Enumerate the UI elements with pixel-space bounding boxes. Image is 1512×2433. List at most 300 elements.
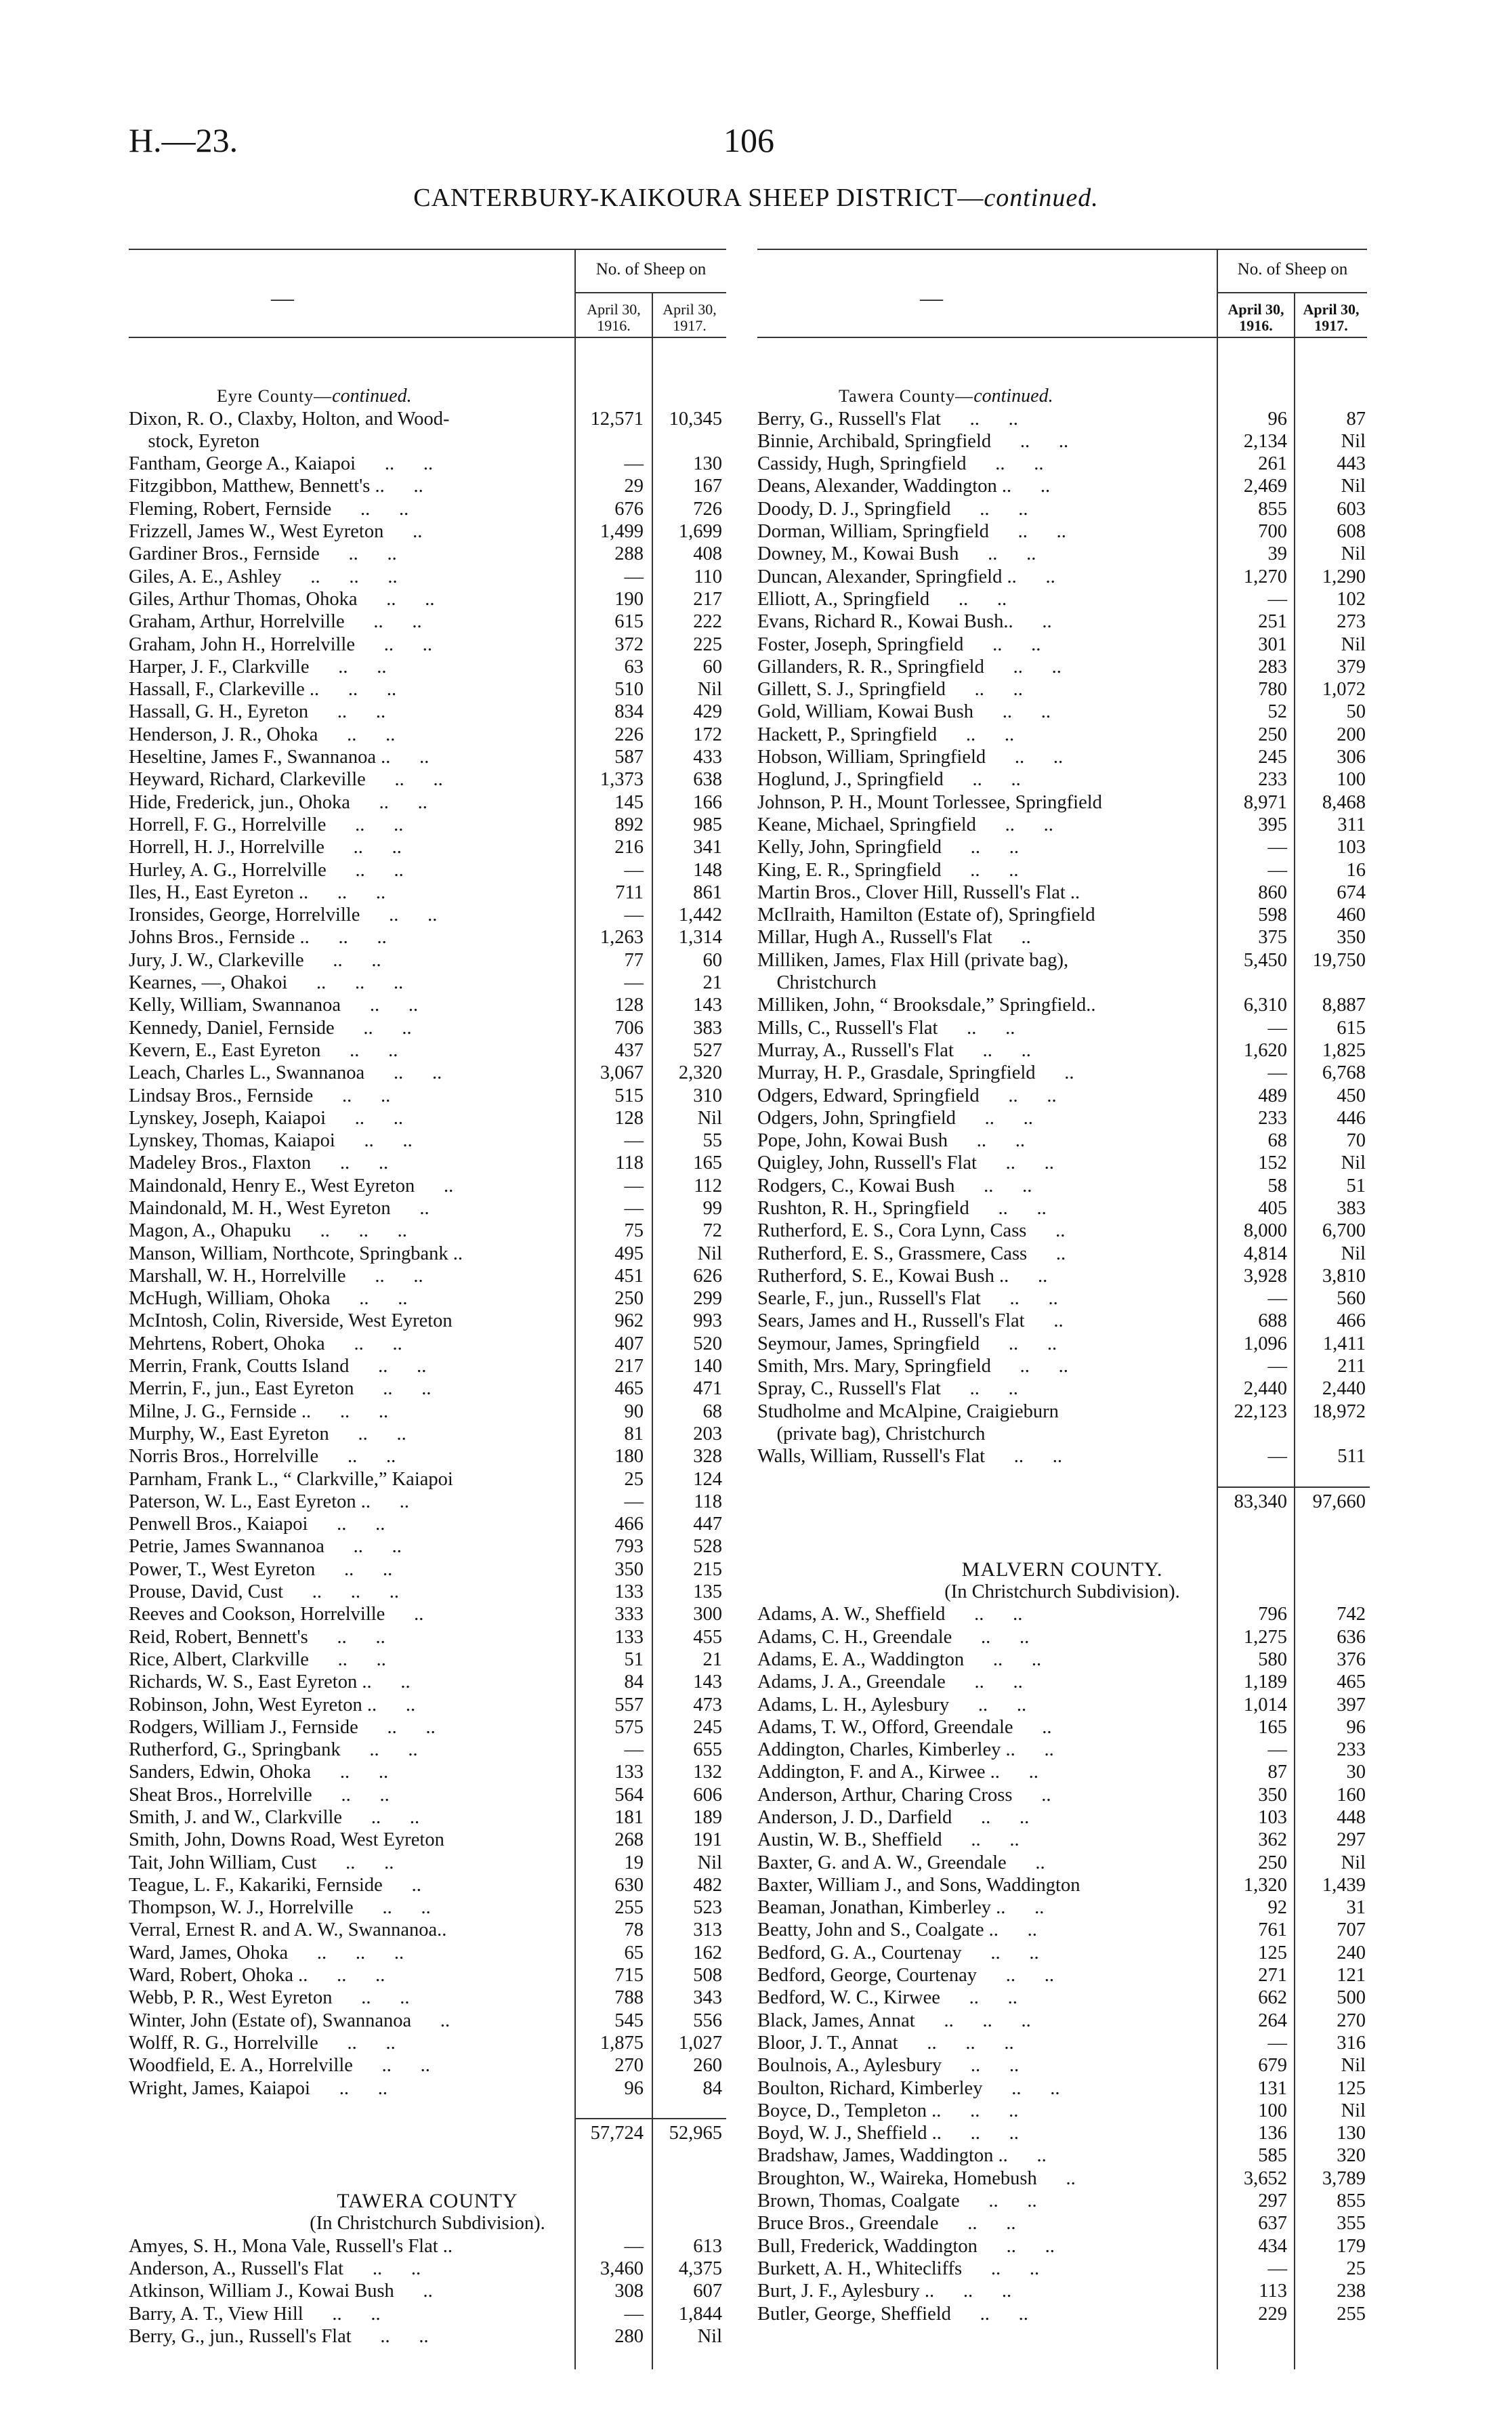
entry-name: Harper, J. F., Clarkville .. ..: [129, 656, 387, 678]
entry-name: Hide, Frederick, jun., Ohoka .. ..: [129, 791, 427, 813]
sheep-count-1917: 245: [693, 1716, 722, 1738]
sheep-count-1916: —: [1267, 859, 1287, 881]
sheep-count-1917: 613: [693, 2235, 722, 2257]
sheep-count-1916: —: [624, 1197, 644, 1219]
entry-name: Black, James, Annat .. .. ..: [757, 2010, 1031, 2031]
table-row: [129, 1445, 726, 1468]
table-row: [129, 633, 726, 656]
sheep-count-1916: 1,499: [600, 521, 644, 543]
entry-name: Tait, John William, Cust .. ..: [129, 1852, 394, 1873]
entry-name: Studholme and McAlpine, Craigieburn: [757, 1400, 1059, 1422]
sheep-count-1916: 65: [624, 1942, 644, 1963]
sheep-count-1917: 1,844: [678, 2303, 722, 2325]
table-row: [129, 1107, 726, 1129]
entry-name: Baxter, William J., and Sons, Waddington: [757, 1874, 1080, 1896]
continued-label: continued.: [973, 386, 1053, 407]
sheep-count-1916: 510: [614, 679, 644, 701]
table-row: [757, 994, 1367, 1016]
sheep-count-1917: 985: [693, 814, 722, 835]
entry-name: Deans, Alexander, Waddington .. ..: [757, 476, 1051, 497]
entry-name: Mills, C., Russell's Flat .. ..: [757, 1017, 1015, 1039]
sheep-count-1916: 4,814: [1243, 1243, 1287, 1264]
table-row: [757, 1761, 1367, 1783]
sheep-count-1917: 520: [693, 1333, 722, 1354]
sheep-count-1917: 511: [1337, 1446, 1366, 1468]
sheep-count-1917: 112: [694, 1175, 722, 1197]
entry-name: Giles, Arthur Thomas, Ohoka .. ..: [129, 588, 435, 610]
entry-name: Murray, A., Russell's Flat .. ..: [757, 1039, 1031, 1061]
table-row: [129, 1806, 726, 1829]
sheep-count-1917: Nil: [1341, 633, 1366, 655]
sheep-count-1917: 1,699: [678, 521, 722, 543]
entry-name: Horrell, H. J., Horrelville .. ..: [129, 837, 402, 858]
table-row: [757, 1739, 1367, 1761]
entry-name: Hackett, P., Springfield .. ..: [757, 724, 1015, 745]
sheep-count-1916: 637: [1258, 2213, 1287, 2234]
table-row: [757, 2077, 1367, 2100]
entry-name: Spray, C., Russell's Flat .. ..: [757, 1378, 1018, 1400]
sheep-count-1917: 523: [693, 1897, 722, 1919]
sheep-count-1916: 103: [1258, 1807, 1287, 1828]
table-row: [129, 678, 726, 701]
table-row: [757, 1400, 1367, 1423]
sheep-count-1917: 60: [702, 656, 722, 678]
entry-name: (In Christchurch Subdivision).: [944, 1581, 1180, 1603]
sheep-count-1916: 372: [614, 633, 644, 655]
table-row: [757, 2122, 1367, 2144]
sheep-count-1917: 143: [693, 1671, 722, 1693]
table-row: [757, 949, 1367, 972]
sheep-count-1917: 3,789: [1322, 2167, 1366, 2189]
section-subheading: [757, 1581, 1367, 1603]
table-row: [129, 1648, 726, 1671]
sheep-count-1916: 233: [1258, 769, 1287, 791]
sheep-count-1916: 3,928: [1243, 1265, 1287, 1287]
sheep-count-1916: 250: [614, 1288, 644, 1310]
sheep-count-1916: 706: [614, 1017, 644, 1039]
sheep-count-1916: 350: [1258, 1784, 1287, 1806]
entry-name: Broughton, W., Waireka, Homebush ..: [757, 2167, 1076, 2189]
table-row: [757, 498, 1367, 520]
entry-name: Odgers, John, Springfield .. ..: [757, 1107, 1033, 1129]
table-row: [757, 566, 1367, 588]
table-row: [757, 610, 1367, 633]
entry-name: Doody, D. J., Springfield .. ..: [757, 498, 1028, 520]
table-row: [129, 1085, 726, 1107]
sheep-count-1916: 280: [614, 2325, 644, 2347]
entry-name: Manson, William, Northcote, Springbank ..: [129, 1243, 463, 1264]
table-row: [757, 836, 1367, 858]
table-row: [129, 994, 726, 1016]
sheep-count-1917: 1,072: [1322, 679, 1366, 701]
sheep-count-1916: 29: [624, 476, 644, 497]
entry-name: Rice, Albert, Clarkville .. ..: [129, 1648, 386, 1670]
sheep-count-1917: 30: [1346, 1762, 1366, 1783]
sheep-count-1917: 225: [693, 633, 722, 655]
sheep-count-1916: 3,460: [600, 2258, 644, 2279]
sheep-count-1916: 465: [614, 1378, 644, 1400]
sheep-count-1917: 1,290: [1322, 566, 1366, 587]
entry-name: Richards, W. S., East Eyreton .. ..: [129, 1671, 411, 1693]
header-col-1916: April 30, 1916.: [1227, 301, 1284, 334]
sheep-count-1916: 118: [615, 1152, 644, 1174]
sheep-count-1916: 761: [1258, 1919, 1287, 1941]
sheep-count-1917: 200: [1337, 724, 1366, 745]
sheep-count-1916: 676: [614, 498, 644, 520]
table-row: [129, 2054, 726, 2077]
sheep-count-1916: 466: [614, 1514, 644, 1535]
sheep-count-1917: 8,887: [1322, 995, 1366, 1016]
table-row: [129, 1265, 726, 1287]
sheep-count-1917: 165: [693, 1152, 722, 1174]
table-row: [757, 656, 1367, 678]
entry-name: Foster, Joseph, Springfield .. ..: [757, 633, 1041, 655]
sheep-count-1917: 1,314: [678, 927, 722, 949]
entry-name: Adams, A. W., Sheffield .. ..: [757, 1604, 1023, 1625]
sheep-count-1916: 434: [1258, 2235, 1287, 2257]
table-row: [129, 453, 726, 475]
sheep-count-1917: 4,375: [678, 2258, 722, 2279]
sheep-count-1917: 1,439: [1322, 1874, 1366, 1896]
entry-name: Baxter, G. and A. W., Greendale ..: [757, 1852, 1045, 1873]
sheep-count-1916: 1,270: [1243, 566, 1287, 587]
sheep-count-1916: 22,123: [1234, 1400, 1287, 1422]
sheep-count-1917: 72: [702, 1220, 722, 1242]
table-row: [757, 972, 1367, 994]
entry-name: Rutherford, E. S., Cora Lynn, Cass ..: [757, 1220, 1066, 1242]
sheep-count-1917: 52,965: [669, 2123, 722, 2144]
entry-name: Winter, John (Estate of), Swannanoa ..: [129, 2010, 450, 2031]
entry-name: Dorman, William, Springfield .. ..: [757, 521, 1066, 543]
sheep-count-1916: 96: [1267, 408, 1287, 430]
entry-name: Hoglund, J., Springfield .. ..: [757, 769, 1021, 791]
sheep-count-1917: 140: [693, 1356, 722, 1377]
sheep-count-1916: 489: [1258, 1085, 1287, 1106]
table-row: [129, 2258, 726, 2280]
sheep-count-1917: Nil: [697, 679, 722, 701]
sheep-count-1916: 437: [614, 1039, 644, 1061]
section-heading: [129, 2190, 726, 2212]
table-row: [129, 1852, 726, 1874]
sheep-count-1917: 482: [693, 1874, 722, 1896]
sheep-count-1916: 271: [1258, 1965, 1287, 1987]
sheep-count-1917: 379: [1337, 656, 1366, 678]
sheep-count-1917: 70: [1346, 1130, 1366, 1152]
sheep-count-1916: 19: [624, 1852, 644, 1873]
sheep-count-1916: 892: [614, 814, 644, 835]
sheep-count-1916: 788: [614, 1987, 644, 2009]
table-row: [757, 746, 1367, 768]
sheep-count-1916: 288: [614, 543, 644, 565]
table-row: [129, 543, 726, 565]
entry-name: Merrin, Frank, Coutts Island .. ..: [129, 1356, 427, 1377]
entry-name: Cassidy, Hugh, Springfield .. ..: [757, 453, 1044, 475]
sheep-count-1917: 313: [693, 1919, 722, 1941]
sheep-count-1916: 515: [614, 1085, 644, 1106]
sheep-count-1916: 495: [614, 1243, 644, 1264]
header-col-1916: April 30, 1916.: [587, 301, 641, 334]
sheep-count-1916: —: [624, 904, 644, 926]
table-row: [129, 1197, 726, 1220]
sheep-count-1916: —: [624, 566, 644, 587]
table-row: [129, 949, 726, 972]
entry-name: Austin, W. B., Sheffield .. ..: [757, 1829, 1020, 1851]
title-main: CANTERBURY-KAIKOURA SHEEP DISTRICT—: [413, 184, 984, 212]
entry-name: Milliken, John, “ Brooksdale,” Springfield..: [757, 995, 1096, 1016]
entry-name: Bedford, W. C., Kirwee .. ..: [757, 1987, 1017, 2009]
entry-name: Power, T., West Eyreton .. ..: [129, 1558, 393, 1580]
table-row: [129, 1423, 726, 1445]
sheep-count-1916: 780: [1258, 679, 1287, 701]
entry-name: Adams, C. H., Greendale .. ..: [757, 1626, 1030, 1648]
sheep-count-1917: 311: [1337, 814, 1366, 835]
sheep-count-1917: 376: [1337, 1648, 1366, 1670]
table-row: [129, 1243, 726, 1265]
table-row: [757, 1310, 1367, 1332]
sheep-count-1916: 133: [614, 1762, 644, 1783]
table-row: [757, 791, 1367, 814]
sheep-count-1917: 189: [693, 1807, 722, 1828]
sheep-count-1916: 451: [614, 1265, 644, 1287]
spacer: [129, 2144, 726, 2167]
entry-name: McHugh, William, Ohoka .. ..: [129, 1288, 408, 1310]
table-row: [757, 1694, 1367, 1716]
sheep-count-1917: 121: [1337, 1965, 1366, 1987]
table-row: [757, 1626, 1367, 1648]
spacer: [757, 362, 1367, 385]
sheep-count-1916: 575: [614, 1716, 644, 1738]
sheep-count-1917: 300: [693, 1604, 722, 1625]
sheep-count-1916: 100: [1258, 2100, 1287, 2121]
entry-name: Adams, E. A., Waddington .. ..: [757, 1648, 1042, 1670]
sheep-count-1917: 450: [1337, 1085, 1366, 1106]
entry-name: MALVERN COUNTY.: [961, 1558, 1163, 1581]
sheep-count-1917: 21: [702, 972, 722, 994]
table-row: [757, 1333, 1367, 1355]
table-row: [757, 2212, 1367, 2234]
sheep-count-1917: 110: [694, 566, 722, 587]
entry-name: Boyce, D., Templeton .. .. ..: [757, 2100, 1019, 2121]
sheep-count-1916: 25: [624, 1468, 644, 1490]
spacer: [757, 1513, 1367, 1535]
sheep-count-1916: —: [624, 2303, 644, 2325]
sheep-count-1916: 1,875: [600, 2032, 644, 2054]
entry-name: Kelly, William, Swannanoa .. ..: [129, 995, 419, 1016]
entry-name: Fitzgibbon, Matthew, Bennett's .. ..: [129, 476, 423, 497]
table-row: [757, 1017, 1367, 1039]
sheep-count-1917: 2,320: [678, 1062, 722, 1084]
sheep-count-1917: 255: [1337, 2303, 1366, 2325]
entry-name: Maindonald, M. H., West Eyreton ..: [129, 1197, 429, 1219]
sheep-count-1916: 407: [614, 1333, 644, 1354]
sheep-count-1917: 556: [693, 2010, 722, 2031]
entry-name: Martin Bros., Clover Hill, Russell's Flat ..: [757, 881, 1080, 903]
sheep-count-1916: 711: [615, 881, 644, 903]
entry-name: Brown, Thomas, Coalgate .. ..: [757, 2190, 1037, 2212]
sheep-count-1916: 2,134: [1243, 430, 1287, 452]
entry-name: Pope, John, Kowai Bush .. ..: [757, 1130, 1026, 1152]
entry-name: Maindonald, Henry E., West Eyreton ..: [129, 1175, 454, 1197]
entry-name: Dixon, R. O., Claxby, Holton, and Wood-: [129, 408, 450, 430]
sheep-count-1916: 113: [1259, 2281, 1287, 2302]
sheep-count-1917: 993: [693, 1310, 722, 1332]
entry-name: Frizzell, James W., West Eyreton ..: [129, 521, 423, 543]
entry-name: Graham, Arthur, Horrelville .. ..: [129, 611, 422, 633]
sheep-count-1916: —: [1267, 1062, 1287, 1084]
entry-name: Webb, P. R., West Eyreton .. ..: [129, 1987, 410, 2009]
sheep-count-1916: 75: [624, 1220, 644, 1242]
sheep-count-1917: Nil: [697, 1852, 722, 1873]
sheep-count-1917: 55: [702, 1130, 722, 1152]
sheep-count-1917: 447: [693, 1514, 722, 1535]
page-number: 106: [723, 121, 774, 159]
sheep-count-1916: —: [624, 1130, 644, 1152]
sheep-count-1917: 18,972: [1312, 1400, 1366, 1422]
sheep-count-1917: 2,440: [1322, 1378, 1366, 1400]
table-row: [757, 1175, 1367, 1197]
entry-name: Heyward, Richard, Clarkeville .. ..: [129, 769, 443, 791]
sheep-count-1917: 448: [1337, 1807, 1366, 1828]
entry-name: Bedford, G. A., Courtenay .. ..: [757, 1942, 1039, 1963]
sheep-count-1917: 460: [1337, 904, 1366, 926]
entry-name: Adams, L. H., Aylesbury .. ..: [757, 1694, 1027, 1715]
entry-name: Kearnes, —, Ohakoi .. .. ..: [129, 972, 404, 994]
entry-name: McIntosh, Colin, Riverside, West Eyreton: [129, 1310, 453, 1332]
sheep-count-1917: Nil: [1341, 2100, 1366, 2121]
sheep-count-1917: Nil: [1341, 430, 1366, 452]
sheep-count-1917: 328: [693, 1446, 722, 1468]
entry-name: Adams, J. A., Greendale .. ..: [757, 1671, 1023, 1693]
table-row: [757, 1806, 1367, 1829]
sheep-count-1916: 1,320: [1243, 1874, 1287, 1896]
sheep-count-1917: 408: [693, 543, 722, 565]
sheep-count-1916: 128: [614, 1107, 644, 1129]
sheep-count-1917: 233: [1337, 1739, 1366, 1761]
sheep-count-1916: 268: [614, 1829, 644, 1851]
entry-name: Bradshaw, James, Waddington .. ..: [757, 2145, 1047, 2167]
sheep-count-1917: 508: [693, 1965, 722, 1987]
entry-name: Bull, Frederick, Waddington .. ..: [757, 2235, 1055, 2257]
table-row: [757, 1377, 1367, 1400]
sheep-count-1916: 250: [1258, 1852, 1287, 1873]
sheep-count-1916: 585: [1258, 2145, 1287, 2167]
table-row: [129, 768, 726, 791]
entry-name: Boulton, Richard, Kimberley .. ..: [757, 2077, 1060, 2099]
sheep-count-1916: 5,450: [1243, 949, 1287, 971]
entry-name: Smith, Mrs. Mary, Springfield .. ..: [757, 1356, 1068, 1377]
sheep-count-1916: 333: [614, 1604, 644, 1625]
sheep-count-1917: 615: [1337, 1017, 1366, 1039]
sheep-count-1917: Nil: [1341, 543, 1366, 565]
sheep-count-1917: 203: [693, 1423, 722, 1444]
sheep-count-1916: 125: [1258, 1942, 1287, 1963]
right-table: [757, 234, 1367, 2361]
table-row: [757, 408, 1367, 430]
table-row: [129, 2325, 726, 2348]
sheep-count-1917: 172: [693, 724, 722, 745]
sheep-count-1916: 1,620: [1243, 1039, 1287, 1061]
table-row: [129, 1039, 726, 1062]
sheep-count-1917: Nil: [697, 2325, 722, 2347]
table-row: [129, 1942, 726, 1964]
sheep-count-1917: 355: [1337, 2213, 1366, 2234]
table-row: [129, 1175, 726, 1197]
table-row: [129, 1152, 726, 1174]
table-row: [757, 1648, 1367, 1671]
table-row: [757, 2100, 1367, 2122]
sheep-count-1917: 273: [1337, 611, 1366, 633]
sheep-count-1917: 270: [1337, 2010, 1366, 2031]
sheep-count-1916: 1,096: [1243, 1333, 1287, 1354]
sheep-count-1916: 165: [1258, 1716, 1287, 1738]
table-row: [757, 1896, 1367, 1919]
entry-name: Merrin, F., jun., East Eyreton .. ..: [129, 1378, 432, 1400]
header-col-1917: April 30, 1917.: [1303, 301, 1360, 334]
sheep-count-1917: Nil: [697, 1243, 722, 1264]
total-row: [757, 1491, 1367, 1513]
sheep-count-1917: 527: [693, 1039, 722, 1061]
table-row: [129, 1919, 726, 1941]
entry-name: Murphy, W., East Eyreton .. ..: [129, 1423, 406, 1444]
sheep-count-1917: 707: [1337, 1919, 1366, 1941]
sheep-count-1916: 6,310: [1243, 995, 1287, 1016]
table-row: [757, 2235, 1367, 2258]
sheep-count-1916: 90: [624, 1400, 644, 1422]
entry-name: Quigley, John, Russell's Flat .. ..: [757, 1152, 1054, 1174]
sheep-count-1917: 125: [1337, 2077, 1366, 2099]
entry-name: Wolff, R. G., Horrelville .. ..: [129, 2032, 396, 2054]
table-row: [757, 1085, 1367, 1107]
sheep-count-1917: 310: [693, 1085, 722, 1106]
entry-name: Milliken, James, Flax Hill (private bag),: [757, 949, 1069, 971]
sheep-count-1917: 383: [693, 1017, 722, 1039]
table-row: [129, 836, 726, 858]
sheep-count-1917: 1,027: [678, 2032, 722, 2054]
entry-name: (In Christchurch Subdivision).: [310, 2213, 545, 2234]
sheep-count-1916: 133: [614, 1626, 644, 1648]
sheep-count-1916: 128: [614, 995, 644, 1016]
sheep-count-1917: 316: [1337, 2032, 1366, 2054]
table-row: [757, 1852, 1367, 1874]
table-row: [129, 1310, 726, 1332]
entry-name: Amyes, S. H., Mona Vale, Russell's Flat ..: [129, 2235, 453, 2257]
sheep-count-1916: 12,571: [590, 408, 644, 430]
sheep-count-1916: 630: [614, 1874, 644, 1896]
sheep-count-1917: 341: [693, 837, 722, 858]
sheep-count-1916: 2,469: [1243, 476, 1287, 497]
table-row: [757, 814, 1367, 836]
sheep-count-1916: 255: [614, 1897, 644, 1919]
sheep-count-1917: 306: [1337, 747, 1366, 768]
table-row: [757, 1919, 1367, 1941]
sheep-count-1916: 52: [1267, 701, 1287, 723]
table-row: [129, 814, 726, 836]
entry-name: Milne, J. G., Fernside .. .. ..: [129, 1400, 389, 1422]
spacer: [129, 2167, 726, 2190]
sheep-count-1916: 133: [614, 1581, 644, 1603]
table-row: [757, 859, 1367, 881]
entry-name: Paterson, W. L., East Eyreton .. ..: [129, 1491, 409, 1512]
entry-name: Bedford, George, Courtenay .. ..: [757, 1965, 1054, 1987]
sheep-count-1916: —: [1267, 588, 1287, 610]
sheep-count-1916: 87: [1267, 1762, 1287, 1783]
table-row: [129, 2010, 726, 2032]
entry-name: Mehrtens, Robert, Ohoka .. ..: [129, 1333, 402, 1354]
entry-name: Duncan, Alexander, Springfield .. ..: [757, 566, 1055, 587]
sheep-count-1916: 395: [1258, 814, 1287, 835]
sheep-count-1916: 270: [614, 2055, 644, 2077]
entry-name: Gillanders, R. R., Springfield .. ..: [757, 656, 1062, 678]
